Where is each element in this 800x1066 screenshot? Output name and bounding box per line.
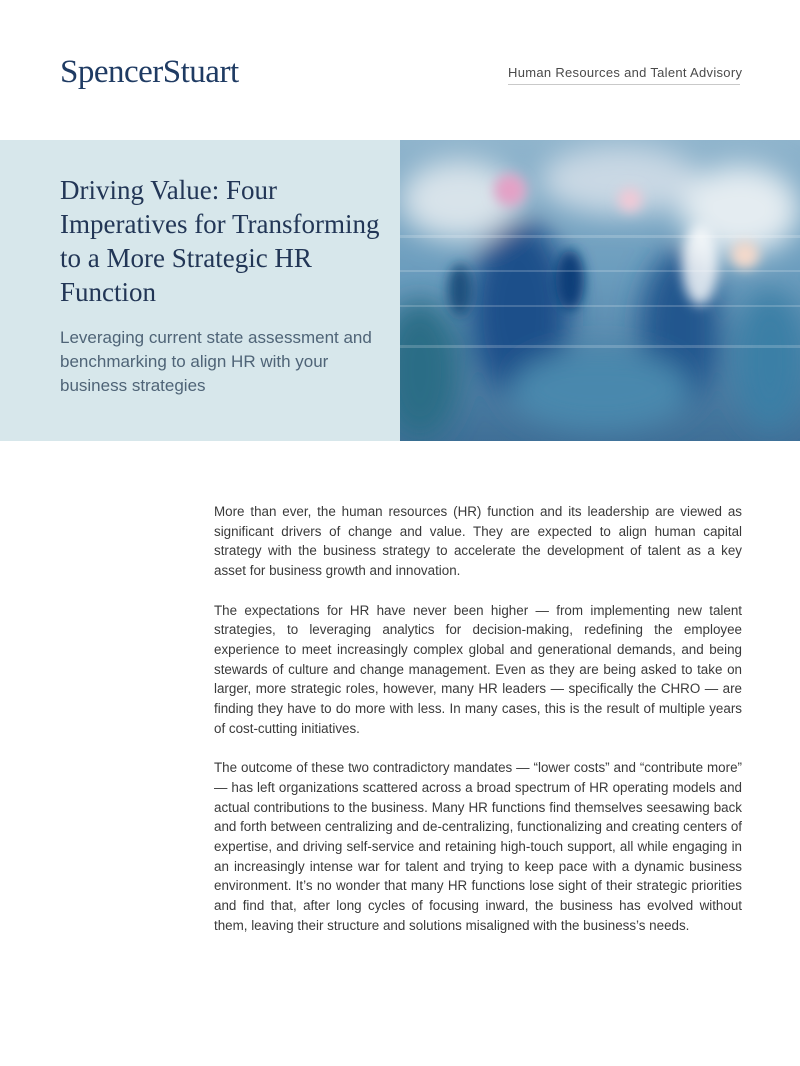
practice-tagline: Human Resources and Talent Advisory [508,65,740,85]
page-title: Driving Value: Four Imperatives for Transforming to a More Strategic HR Function [60,175,380,307]
blurred-office-photo-icon [400,140,800,441]
page-subtitle: Leveraging current state assessment and benchmarking to align HR with your business strategies [60,328,372,395]
paragraph: The expectations for HR have never been higher — from implementing new talent strategies, to leveraging analytics for decision-making, redefining the employee experience to meet increasingly complex global and generational demands, and being stewards of culture and change management. Even as they are being asked to take on larger, more strategic roles, however, many HR leaders — specifically the CHRO — are finding they have to do more with less. In many cases, this is the result of multiple years of cost-cutting initiatives. [214,602,742,736]
article-body [214,502,742,955]
spencer-stuart-logo: SpencerStuart [60,54,239,90]
paragraph: The outcome of these two contradictory mandates — “lower costs” and “contribute more” — has left organizations scattered across a broad spectrum of HR operating models and actual contributions to the business. Many HR functions find themselves seesawing back and forth between centralizing and de-centralizing, functionalizing and creating centers of expertise, and driving self-service and retaining high-touch support, all while engaging in an increasingly intense war for talent and trying to keep pace with a dynamic business environment. It’s no wonder that many HR functions lose sight of their strategic priorities and find that, after long cycles of focusing inward, the business has evolved without them, leaving their structure and solutions misaligned with the business’s needs. [214,760,742,933]
paragraph: More than ever, the human resources (HR) function and its leadership are viewed as significant drivers of change and value. They are expected to align human capital strategy with the business strategy to accelerate the development of talent as a key asset for business growth and innovation. [214,504,742,579]
